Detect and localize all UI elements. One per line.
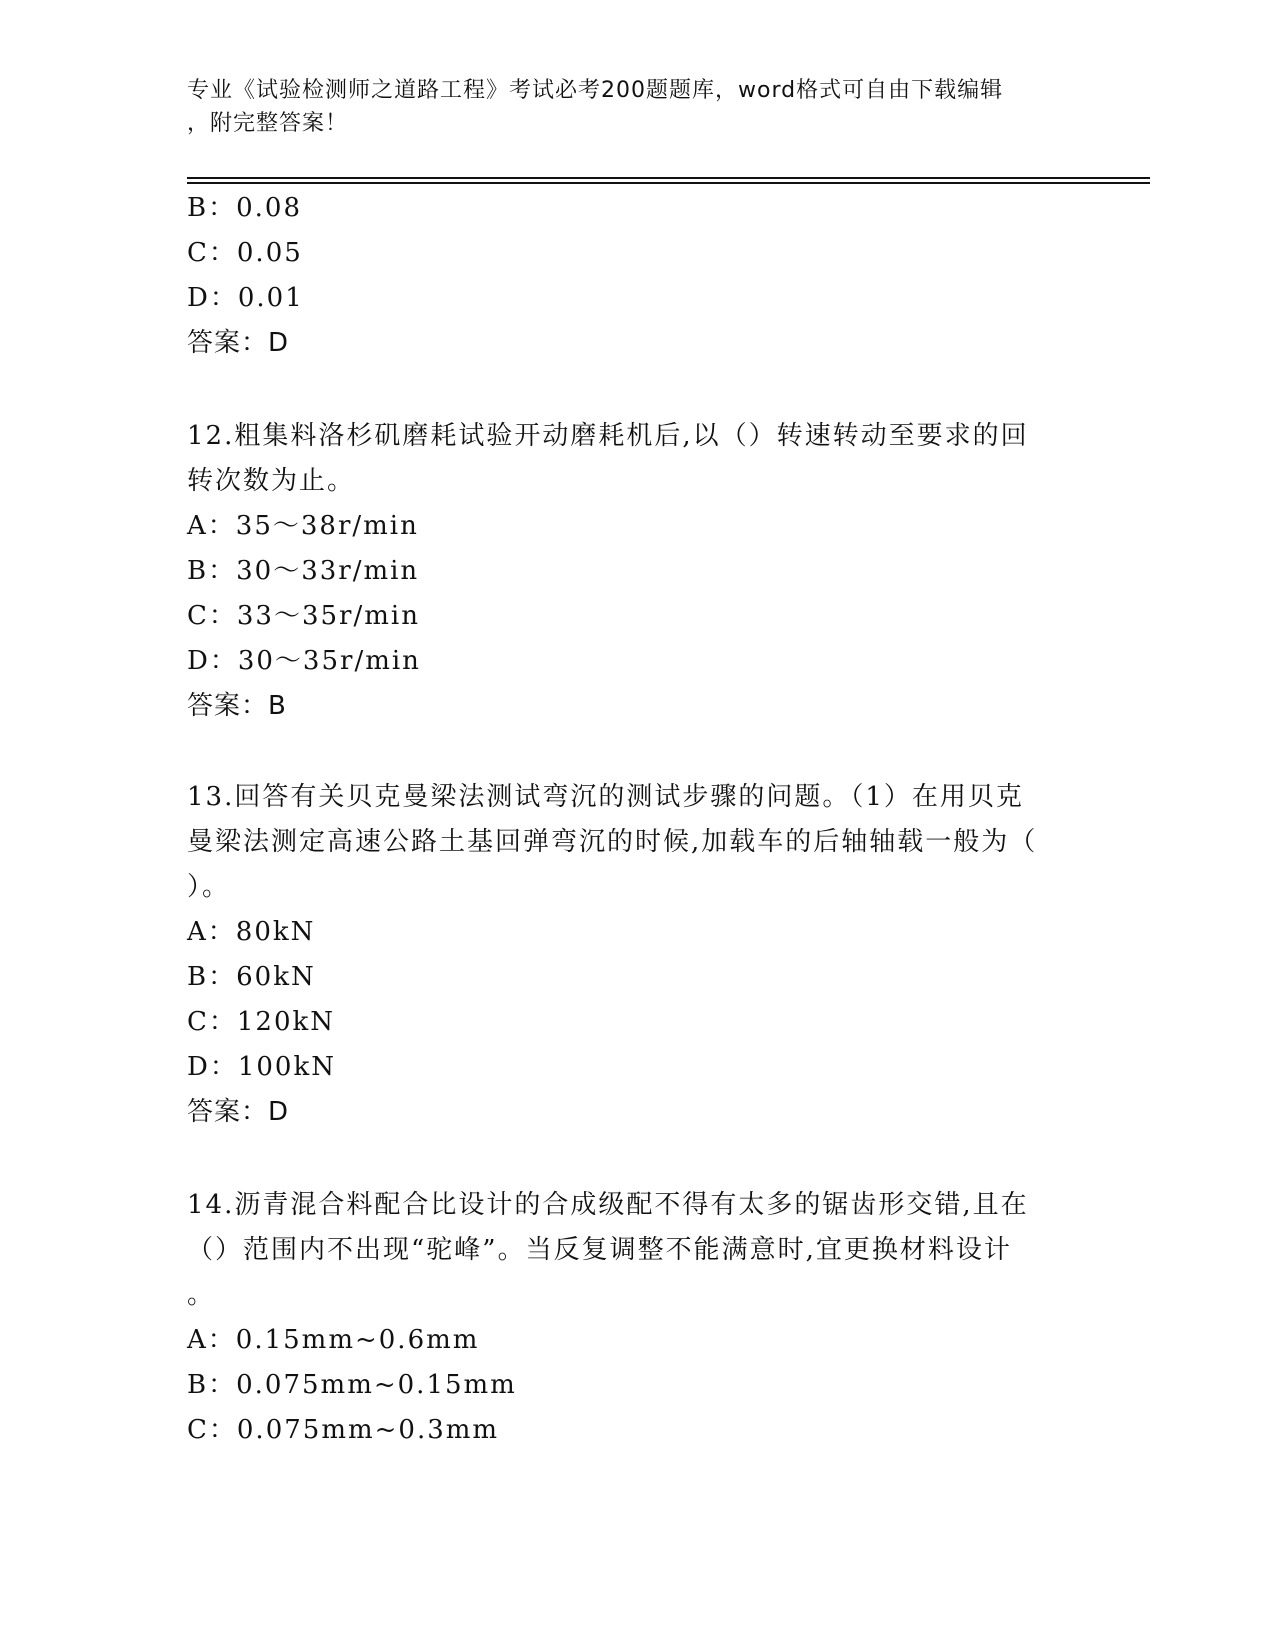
q12-stem-line-1: 12.粗集料洛杉矶磨耗试验开动磨耗机后,以（）转速转动至要求的回 <box>187 421 1029 451</box>
q13-option-a: A：80kN <box>187 917 316 947</box>
q14-option-b: B：0.075mm~0.15mm <box>187 1370 517 1400</box>
prev-option-d: D：0.01 <box>187 283 304 313</box>
document-header <box>187 74 1067 140</box>
q14-option-c: C：0.075mm~0.3mm <box>187 1415 500 1445</box>
header-line-2: ，附完整答案！ <box>187 111 349 136</box>
q13-option-c: C：120kN <box>187 1007 336 1037</box>
q13-stem-line-1: 13.回答有关贝克曼梁法测试弯沉的测试步骤的问题。（1）在用贝克 <box>187 782 1024 812</box>
q12-option-a: A：35～38r/min <box>187 511 419 541</box>
q14-stem-line-3: 。 <box>187 1280 216 1310</box>
prev-option-c: C：0.05 <box>187 238 303 268</box>
q13-option-b: B：60kN <box>187 962 316 992</box>
q12-option-d: D：30～35r/min <box>187 646 421 676</box>
prev-option-b: B：0.08 <box>187 193 302 223</box>
header-divider-bottom <box>187 182 1150 184</box>
header-line-1: 专业《试验检测师之道路工程》考试必考200题题库，word格式可自由下载编辑 <box>187 78 1004 103</box>
q13-answer: 答案：D <box>187 1097 290 1127</box>
q14-stem-line-2: （）范围内不出现“驼峰”。当反复调整不能满意时,宜更换材料设计 <box>187 1235 1012 1265</box>
q12-option-b: B：30～33r/min <box>187 556 420 586</box>
q12-answer: 答案：B <box>187 691 287 721</box>
q13-stem-line-2: 曼梁法测定高速公路土基回弹弯沉的时候,加载车的后轴轴载一般为（ <box>187 827 1038 857</box>
prev-answer: 答案：D <box>187 328 290 358</box>
q12-option-c: C：33～35r/min <box>187 601 420 631</box>
q14-option-a: A：0.15mm~0.6mm <box>187 1325 480 1355</box>
q13-option-d: D：100kN <box>187 1052 336 1082</box>
q14-stem-line-1: 14.沥青混合料配合比设计的合成级配不得有太多的锯齿形交错,且在 <box>187 1190 1029 1220</box>
header-divider-top <box>187 177 1150 179</box>
q13-stem-line-3: ）。 <box>187 872 231 902</box>
q12-stem-line-2: 转次数为止。 <box>187 466 356 496</box>
